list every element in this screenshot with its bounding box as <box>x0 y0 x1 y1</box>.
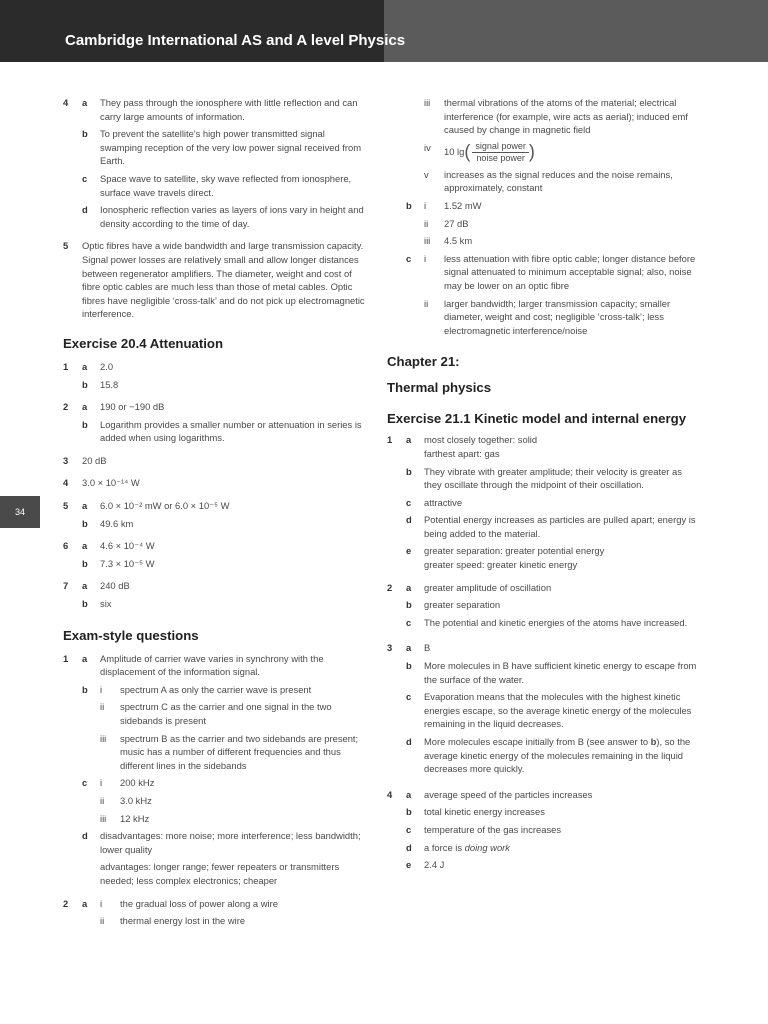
ex-answer-6b: 7.3 × 10⁻⁵ W <box>100 557 155 569</box>
left-column <box>63 96 368 937</box>
k-answer-2c: The potential and kinetic energies of the atoms have increased. <box>424 616 688 628</box>
exam-answer-2aii: thermal energy lost in the wire <box>120 915 246 927</box>
k-answer-1e-1: greater separation: greater potential energy <box>424 545 605 557</box>
k-q4: 4 a average speed of the particles increases b total kinetic energy increases c temperature of the gas increases d a force is doing work e 2.4 J <box>387 788 593 871</box>
exam-answer-1biii: spectrum B as the carrier and two sidebands are present; music has a number of different frequencies and thus different lines in the sidebands <box>120 732 359 771</box>
exam-q2-continued: iii thermal vibrations of the atoms of the material; electrical interference (for example, wire acts as aerial); induced emf caused by change in magnetic field iv 10 lg( $\frac{\text{signal power}}{\text{noise power}}$ ) v increases as the signal reduces and the noise remains, approximately, constant b i 1.52 mW ii 27 dB iii 4.5 km c i less attenuation with fibre optic cable; longer distance before signal attenuated to minimum acceptable signal; also, noise may be lower on an optic fibre ii larger bandwidth; larger transmission capacity; smaller diameter, weight and cost; negligible ‘cross-talk’; less electromagnetic interference/noise <box>406 97 696 336</box>
ex-answer-6a: 4.6 × 10⁻⁴ W <box>100 540 155 552</box>
exercise-21-1-heading: Exercise 21.1 Kinetic model and internal energy <box>387 411 687 427</box>
exam-answer-1ciii: 12 kHz <box>120 812 150 824</box>
ex-answer-4: 3.0 × 10⁻¹⁴ W <box>82 477 140 489</box>
exam-answer-2aiii: thermal vibrations of the atoms of the material; electrical interference (for example, wire acts as aerial); induced emf caused by change in magnetic field <box>444 97 688 136</box>
ex-q4: 4 3.0 × 10⁻¹⁴ W <box>63 477 140 489</box>
exam-answer-1d-disadvantages: disadvantages: more noise; more interference; less bandwidth; lower quality <box>100 830 361 855</box>
ex-q6: 6 a 4.6 × 10⁻⁴ W b 7.3 × 10⁻⁵ W <box>63 540 155 569</box>
k-answer-1a-1: most closely together: solid <box>424 434 538 446</box>
exam-answer-1bii: spectrum C as the carrier and one signal in the two sidebands is present <box>120 701 332 726</box>
ex-answer-3: 20 dB <box>82 454 107 466</box>
k-answer-2a: greater amplitude of oscillation <box>424 581 552 593</box>
exam-answer-2cii: larger bandwidth; larger transmission capacity; smaller diameter, weight and cost; negligible ‘cross-talk’; less electromagnetic interference/noise <box>444 297 671 336</box>
k-answer-4d-pre: a force is <box>424 841 465 853</box>
exam-answer-2biii: 4.5 km <box>444 235 473 247</box>
answer-4d: Ionospheric reflection varies as layers of ions vary in height and density according to the time of day. <box>100 204 364 229</box>
k-q1: 1 a most closely together: solid farthest apart: gas b They vibrate with greater amplitude; their velocity is greater as they oscillate through the midpoint of their oscillation. c attractive d Potential energy increases as particles are pulled apart; energy is being added to the material. e greater separation: greater potential energy greater speed: greater kinetic energy <box>387 434 696 571</box>
exercise-20-4-heading: Exercise 20.4 Attenuation <box>63 335 224 351</box>
exam-answer-2bi: 1.52 mW <box>444 199 482 211</box>
ex-q2: 2 a 190 or −190 dB b Logarithm provides a smaller number or attenuation in series is added when using logarithms. <box>63 401 362 444</box>
ex-answer-7b: six <box>100 598 112 610</box>
exam-style-heading: Exam-style questions <box>63 627 199 643</box>
ex-q1: 1 a 2.0 b 15.8 <box>63 360 119 390</box>
exam-q2-start: 2 a i the gradual loss of power along a wire ii thermal energy lost in the wire <box>63 897 278 927</box>
k-answer-1b: They vibrate with greater amplitude; their velocity is greater as they oscillate through the midpoint of their oscillation. <box>424 465 682 491</box>
ex-q5: 5 a 6.0 × 10⁻² mW or 6.0 × 10⁻⁵ W b 49.6 km <box>63 500 230 529</box>
ex-answer-1b: 15.8 <box>100 378 119 390</box>
exam-answer-2ai: the gradual loss of power along a wire <box>120 897 278 909</box>
k-answer-4d-emphasis: doing work <box>464 841 510 853</box>
answer-4c: Space wave to satellite, sky wave reflected from ionosphere, surface wave travels direct. <box>100 172 352 198</box>
k-answer-1c: attractive <box>424 496 463 508</box>
k-answer-2b: greater separation <box>424 599 501 611</box>
exam-answer-2bii: 27 dB <box>444 217 469 229</box>
chapter-title: Thermal physics <box>387 380 492 396</box>
exam-answer-1ci: 200 kHz <box>120 777 155 789</box>
ex-answer-7a: 240 dB <box>100 580 130 592</box>
k-answer-3d-pre: More molecules escape initially from B (see answer to <box>424 736 651 747</box>
k-answer-1e-2: greater speed: greater kinetic energy <box>424 559 578 571</box>
k-answer-1a-2: farthest apart: gas <box>424 447 500 459</box>
header-right-band <box>384 0 768 62</box>
exam-answer-2ci: less attenuation with fibre optic cable; longer distance before signal attenuated to minimum acceptable signal; also, noise may be lower on an optic fibre <box>444 252 696 291</box>
exam-answer-2aiv-prefix: 10 lg <box>444 145 465 157</box>
k-q2: 2 a greater amplitude of oscillation b greater separation c The potential and kinetic energies of the atoms have increased. <box>387 581 688 628</box>
exam-answer-2av: increases as the signal reduces and the noise remains, approximately, constant <box>444 168 673 194</box>
power-ratio-fraction <box>472 141 529 164</box>
ex-answer-2b: Logarithm provides a smaller number or attenuation in series is added when using logarithms. <box>100 418 362 444</box>
right-column <box>387 96 697 881</box>
exam-answer-1d-advantages: advantages: longer range; fewer repeaters or transmitters needed; less complex electronics; cheaper <box>100 861 340 886</box>
k-answer-3a: B <box>424 642 431 654</box>
k-answer-3b: More molecules in B have sufficient kinetic energy to escape from the surface of the water. <box>424 660 697 685</box>
question-4: 4 a They pass through the ionosphere with little reflection and can carry large amounts of information. b To prevent the satellite's high power transmitted signal swamping reception of the very low power signal received from Earth. c Space wave to satellite, sky wave reflected from ionosphere, surface wave travels direct. d Ionospheric reflection varies as layers of ions vary in height and density according to the time of day. <box>63 97 364 229</box>
k-answer-4c: temperature of the gas increases <box>424 823 562 835</box>
chapter-label: Chapter 21: <box>387 354 460 370</box>
k-answer-3d-post: ), so the average kinetic energy of the molecules remaining in the liquid decreases more quickly. <box>424 736 691 775</box>
ex-q7: 7 a 240 dB b six <box>63 580 130 610</box>
k-answer-4e: 2.4 J <box>424 859 445 871</box>
k-answer-3d-ref: b <box>650 736 657 747</box>
page-header <box>0 0 768 62</box>
k-answer-1d: Potential energy increases as particles are pulled apart; energy is being added to the material. <box>424 514 696 539</box>
k-q3: 3 a B b More molecules in B have sufficient kinetic energy to escape from the surface of the water. c Evaporation means that the molecules with the highest kinetic energies escape, so the average kinetic energy of the molecules remaining in the liquid decreases. d More molecules escape initially from B (see answer to b), so the average kinetic energy of the molecules remaining in the liquid decreases more quickly. <box>387 642 697 775</box>
book-title: Cambridge International AS and A level Physics <box>65 32 406 49</box>
ex-answer-2a: 190 or −190 dB <box>100 401 165 413</box>
exam-answer-1bi: spectrum A as only the carrier wave is present <box>120 683 312 695</box>
answer-4b: To prevent the satellite's high power transmitted signal swamping reception of the very low power signal received from Earth. <box>100 128 362 167</box>
answer-5: Optic fibres have a wide bandwidth and large transmission capacity. Signal power losses are relatively small and allow longer distances between regenerator amplifiers. The diameter, weight and cost of fibre optic cables are much less than those of metal cables. Optic fibres have negligible ‘cross-talk’ and do not pick up electromagnetic interference. <box>82 240 365 320</box>
exam-answer-1cii: 3.0 kHz <box>120 794 152 806</box>
question-5: 5 Optic fibres have a wide bandwidth and large transmission capacity. Signal power losses are relatively small and allow longer distances between regenerator amplifiers. The diameter, weight and cost of fibre optic cables are much less than those of metal cables. Optic fibres have negligible ‘cross-talk’ and do not pick up electromagnetic interference. <box>63 240 365 320</box>
ex-answer-1a: 2.0 <box>100 360 114 372</box>
ex-answer-5b: 49.6 km <box>100 517 134 529</box>
fraction-denominator: noise power <box>476 152 525 163</box>
k-answer-4a: average speed of the particles increases <box>424 788 593 800</box>
answer-4a: They pass through the ionosphere with little reflection and can carry large amounts of information. <box>100 97 358 122</box>
ex-answer-5a: 6.0 × 10⁻² mW or 6.0 × 10⁻⁵ W <box>100 500 230 512</box>
k-answer-3c: Evaporation means that the molecules with the highest kinetic energies escape, so the average kinetic energy of the molecules remaining in the liquid decreases. <box>424 691 692 730</box>
exam-q1: 1 a Amplitude of carrier wave varies in synchrony with the displacement of the information signal. b i spectrum A as only the carrier wave is present ii spectrum C as the carrier and one signal in the two sidebands is present iii spectrum B as the carrier and two sidebands are present; music has a number of different frequencies and thus different lines in the sidebands c i 200 kHz ii 3.0 kHz iii 12 kHz d disadvantages: more noise; more interference; less bandwidth; lower quality advantages: longer range; fewer repeaters or transmitters needed; less complex electronics; cheaper <box>63 652 368 888</box>
page-number: 34 <box>0 496 40 528</box>
fraction-numerator: signal power <box>472 141 529 153</box>
ex-q3: 3 20 dB <box>63 454 107 466</box>
exam-answer-1a: Amplitude of carrier wave varies in synchrony with the displacement of the information signal. <box>100 652 324 678</box>
k-answer-4b: total kinetic energy increases <box>424 806 545 818</box>
